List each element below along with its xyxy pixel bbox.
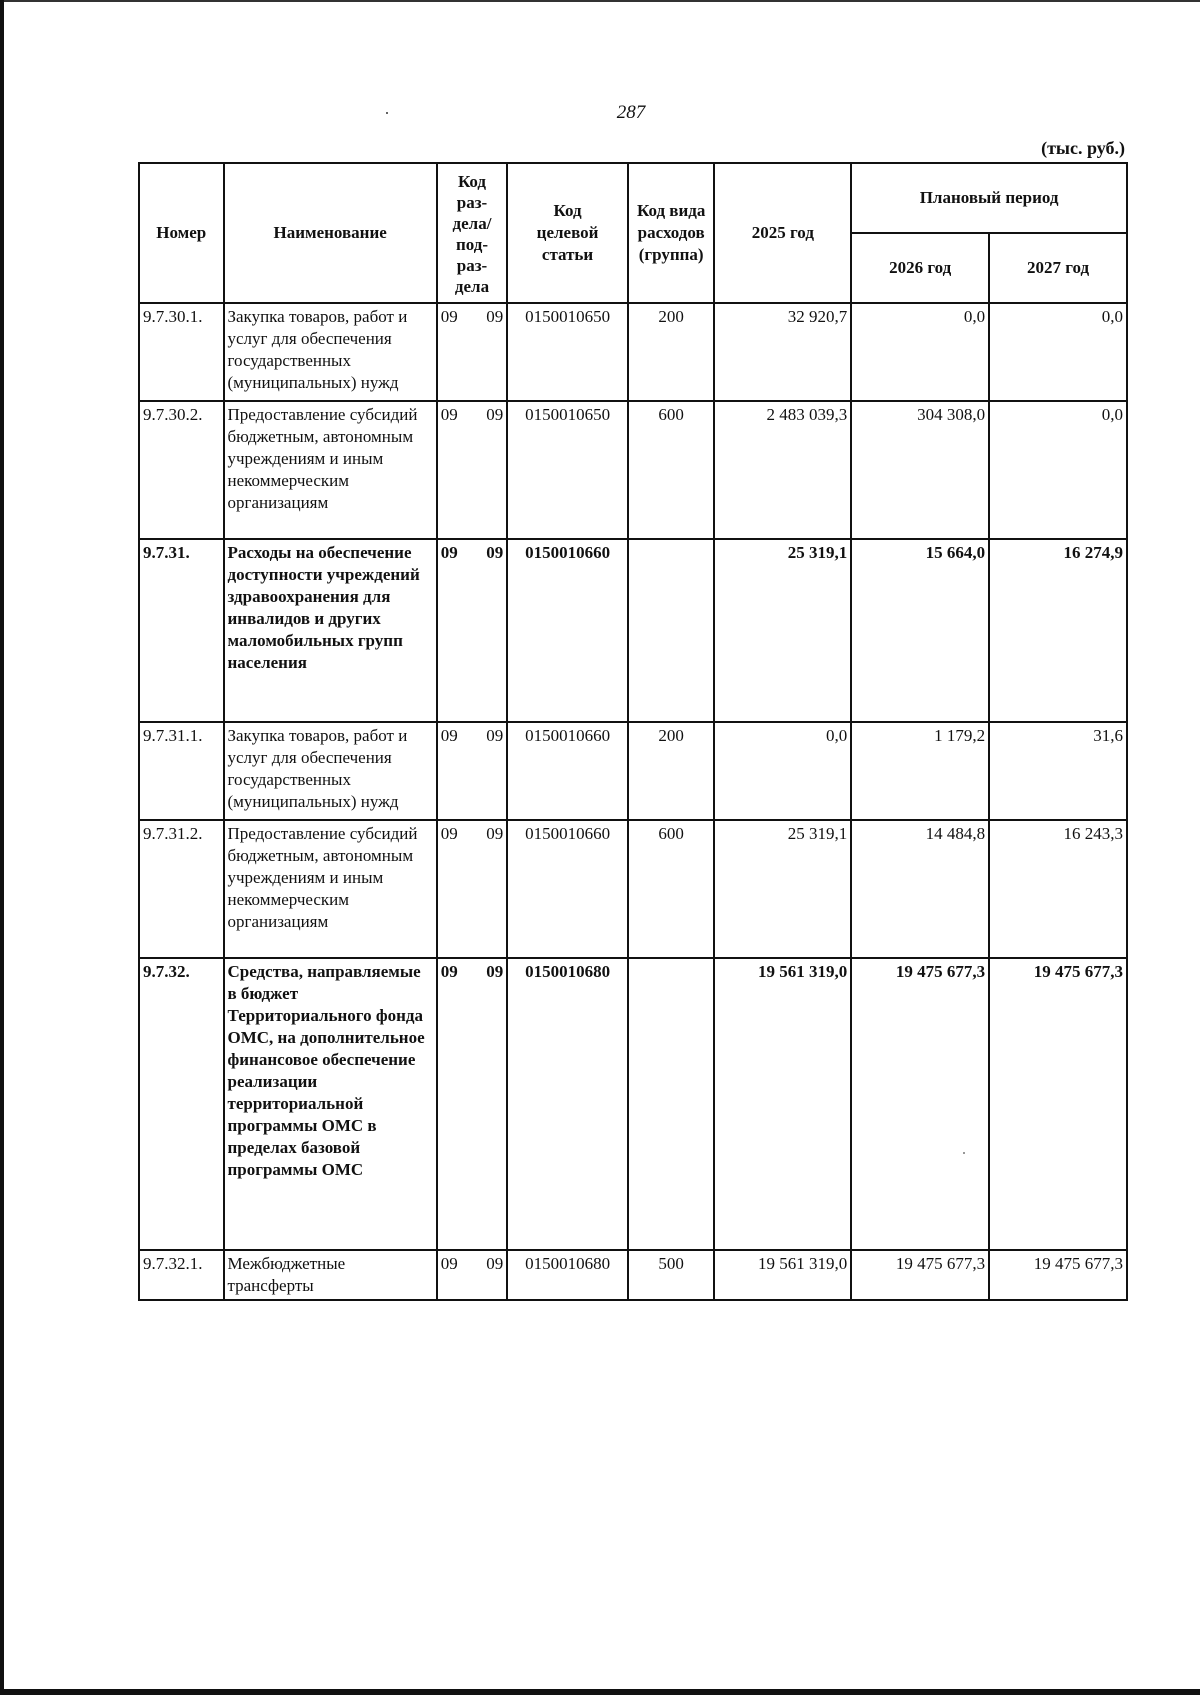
row-2027: 19 475 677,3 [989,958,1127,1250]
table-row [139,820,1127,958]
page-number: 287 [616,102,646,123]
row-2026: 14 484,8 [851,820,989,958]
row-number: 9.7.31.2. [139,820,224,958]
row-rz: 09 [440,405,458,424]
row-vid [628,958,715,1250]
row-vid [628,539,715,722]
row-razdel [437,958,507,1250]
table-row [139,303,1127,401]
table-row [139,401,1127,539]
header-planned-period: Плановый период [851,163,1127,233]
row-name: Межбюджетные трансферты [224,1250,437,1300]
row-2025: 25 319,1 [714,539,851,722]
row-prz: 09 [486,543,504,562]
row-prz: 09 [486,824,504,843]
row-name: Предоставление субсидий бюджетным, автономным учреждениям и иным некоммерческим организациям [224,820,437,958]
row-2026: 19 475 677,3 [851,1250,989,1300]
header-vid: Код вида расходов (группа) [628,163,715,303]
header-2026: 2026 год [851,233,989,303]
row-vid: 500 [628,1250,715,1300]
row-number: 9.7.30.2. [139,401,224,539]
row-name: Средства, направляемые в бюджет Территориального фонда ОМС, на дополнительное финансовое обеспечение реализации территориальной программы ОМС в пределах базовой программы ОМС [224,958,437,1250]
row-number: 9.7.32. [139,958,224,1250]
row-2025: 19 561 319,0 [714,1250,851,1300]
table-header [139,163,1127,303]
header-razdel [437,163,507,303]
row-2026: 304 308,0 [851,401,989,539]
row-prz: 09 [486,405,504,424]
row-rz: 09 [440,824,458,843]
table-row [139,1250,1127,1300]
row-number: 9.7.30.1. [139,303,224,401]
row-number: 9.7.31.1. [139,722,224,820]
row-2027: 31,6 [989,722,1127,820]
row-number: 9.7.32.1. [139,1250,224,1300]
header-razdel-top: Код раз-дела/ [452,172,492,233]
row-2025: 2 483 039,3 [714,401,851,539]
header-celevaya: Код целевой статьи [507,163,628,303]
row-rz: 09 [440,962,458,981]
row-razdel [437,303,507,401]
row-rz: 09 [440,1254,458,1273]
row-prz: 09 [486,307,504,326]
scan-border-left [0,0,4,1695]
table-row [139,539,1127,722]
row-2027: 16 243,3 [989,820,1127,958]
row-razdel [437,539,507,722]
header-razdel-bottom: под-раз-дела [454,235,490,296]
row-name: Предоставление субсидий бюджетным, автономным учреждениям и иным некоммерческим организациям [224,401,437,539]
row-celevaya: 0150010680 [507,1250,628,1300]
row-vid: 600 [628,401,715,539]
row-celevaya: 0150010680 [507,958,628,1250]
row-razdel [437,820,507,958]
row-razdel [437,722,507,820]
row-vid: 200 [628,722,715,820]
row-razdel [437,401,507,539]
row-2025: 32 920,7 [714,303,851,401]
table-row [139,958,1127,1250]
row-celevaya: 0150010650 [507,401,628,539]
budget-table [138,162,1128,1301]
header-2025: 2025 год [714,163,851,303]
row-2027: 16 274,9 [989,539,1127,722]
row-rz: 09 [440,726,458,745]
row-2026: 1 179,2 [851,722,989,820]
row-number: 9.7.31. [139,539,224,722]
row-prz: 09 [486,726,504,745]
row-2025: 19 561 319,0 [714,958,851,1250]
row-2026: 19 475 677,3 [851,958,989,1250]
row-prz: 09 [486,1254,504,1273]
units-label: (тыс. руб.) [1041,138,1125,158]
row-2027: 0,0 [989,303,1127,401]
row-name: Закупка товаров, работ и услуг для обеспечения государственных (муниципальных) нужд [224,722,437,820]
scan-border-top [0,0,1200,2]
row-rz: 09 [440,543,458,562]
row-2026: 15 664,0 [851,539,989,722]
scan-border-bottom [0,1689,1200,1695]
row-vid: 600 [628,820,715,958]
row-rz: 09 [440,307,458,326]
header-2027: 2027 год [989,233,1127,303]
row-razdel [437,1250,507,1300]
row-prz: 09 [486,962,504,981]
row-2025: 0,0 [714,722,851,820]
row-celevaya: 0150010650 [507,303,628,401]
row-celevaya: 0150010660 [507,722,628,820]
row-celevaya: 0150010660 [507,539,628,722]
header-number: Номер [139,163,224,303]
row-name: Закупка товаров, работ и услуг для обеспечения государственных (муниципальных) нужд [224,303,437,401]
row-vid: 200 [628,303,715,401]
row-name: Расходы на обеспечение доступности учреждений здравоохранения для инвалидов и других маломобильных групп населения [224,539,437,722]
row-2027: 0,0 [989,401,1127,539]
header-name: Наименование [224,163,437,303]
table-row [139,722,1127,820]
row-2027: 19 475 677,3 [989,1250,1127,1300]
row-2025: 25 319,1 [714,820,851,958]
row-2026: 0,0 [851,303,989,401]
row-celevaya: 0150010660 [507,820,628,958]
